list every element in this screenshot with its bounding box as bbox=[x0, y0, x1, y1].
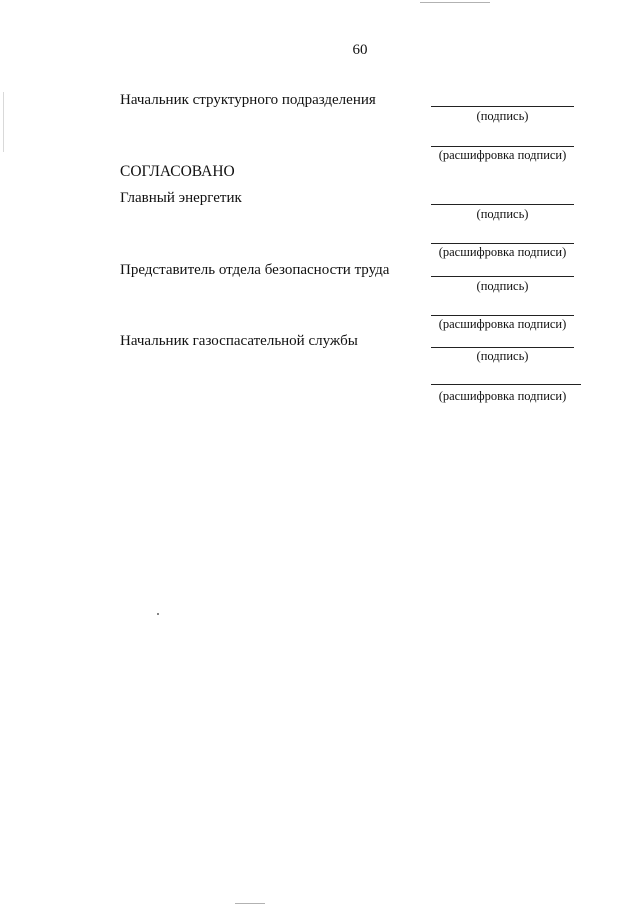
approval-heading: СОГЛАСОВАНО bbox=[120, 163, 235, 180]
signature-line bbox=[431, 347, 574, 348]
role-labor-safety-rep: Представитель отдела безопасности труда bbox=[120, 262, 390, 278]
decoding-line bbox=[431, 146, 574, 147]
decoding-line bbox=[431, 243, 574, 244]
signature-caption: (подпись) bbox=[476, 207, 529, 221]
signature-caption: (подпись) bbox=[476, 279, 529, 293]
page-number: 60 bbox=[352, 42, 368, 58]
decoding-caption: (расшифровка подписи) bbox=[438, 245, 567, 259]
scan-dot bbox=[157, 613, 159, 615]
decoding-line bbox=[431, 384, 581, 385]
scan-mark-bottom bbox=[235, 903, 265, 904]
decoding-line bbox=[431, 315, 574, 316]
role-head-of-unit: Начальник структурного подразделения bbox=[120, 92, 376, 108]
decoding-caption: (расшифровка подписи) bbox=[438, 389, 567, 403]
role-chief-power-engineer: Главный энергетик bbox=[120, 190, 242, 206]
signature-line bbox=[431, 106, 574, 107]
signature-line bbox=[431, 204, 574, 205]
role-gas-rescue-head: Начальник газоспасательной службы bbox=[120, 333, 358, 349]
scan-mark-left bbox=[3, 92, 4, 152]
decoding-caption: (расшифровка подписи) bbox=[438, 148, 567, 162]
signature-caption: (подпись) bbox=[476, 109, 529, 123]
scan-mark-top bbox=[420, 2, 490, 3]
decoding-caption: (расшифровка подписи) bbox=[438, 317, 567, 331]
signature-line bbox=[431, 276, 574, 277]
signature-caption: (подпись) bbox=[476, 349, 529, 363]
